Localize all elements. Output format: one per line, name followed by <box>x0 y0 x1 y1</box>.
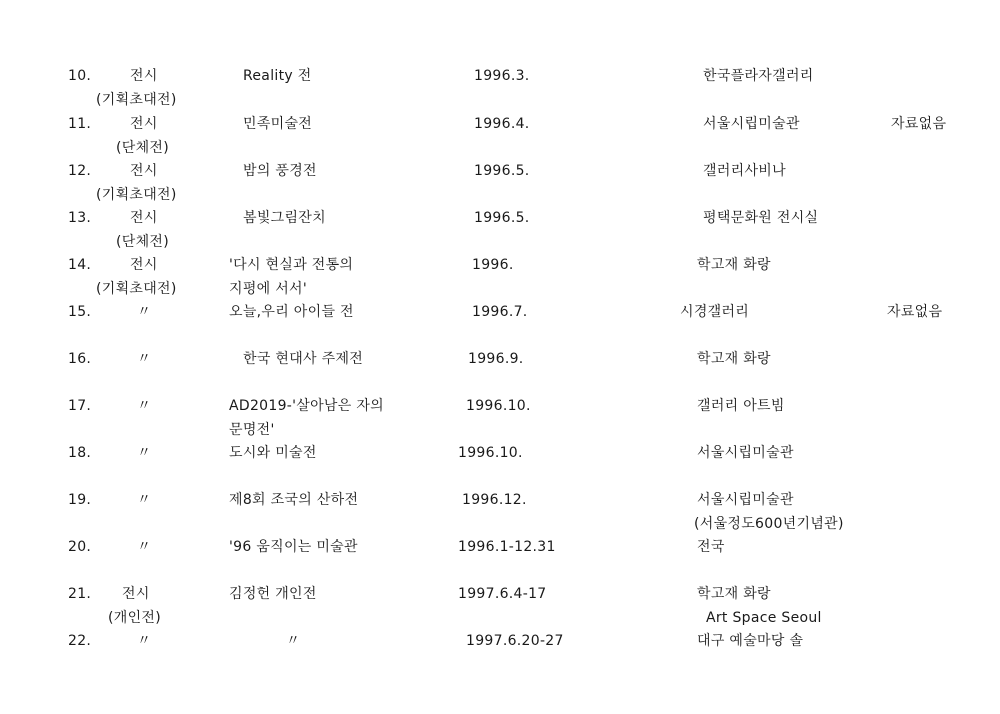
item-title: Reality 전 <box>243 68 312 84</box>
item-venue: 대구 예술마당 솔 <box>697 633 804 649</box>
item-title: 한국 현대사 주제전 <box>243 351 364 367</box>
item-date: 1996.7. <box>472 304 528 320</box>
item-number: 20. <box>68 539 92 555</box>
item-type: 〃 <box>137 633 152 649</box>
item-venue: 서울시립미술관 <box>703 116 800 132</box>
item-venue: 서울시립미술관 <box>697 492 794 508</box>
item-venue: 학고재 화랑 <box>697 351 771 367</box>
item-title: 오늘,우리 아이들 전 <box>229 304 354 320</box>
item-date: 1996.10. <box>458 445 523 461</box>
item-venue-detail: (서울정도600년기념관) <box>694 516 844 532</box>
item-date: 1996.1-12.31 <box>458 539 556 555</box>
item-title-continued: 문명전' <box>229 422 275 438</box>
item-number: 15. <box>68 304 92 320</box>
item-date: 1996.5. <box>474 163 530 179</box>
item-type: 〃 <box>137 445 152 461</box>
item-subtype: (개인전) <box>108 610 161 626</box>
item-note: 자료없음 <box>887 304 943 320</box>
item-number: 10. <box>68 68 92 84</box>
item-date: 1996.12. <box>462 492 527 508</box>
item-subtype: (기획초대전) <box>96 92 177 108</box>
item-number: 11. <box>68 116 92 132</box>
item-title: 봄빛그림잔치 <box>243 210 326 226</box>
item-venue: 갤러리 아트빔 <box>697 398 785 414</box>
item-type: 전시 <box>130 116 158 132</box>
item-venue: 전국 <box>697 539 725 555</box>
item-venue: 평택문화원 전시실 <box>703 210 819 226</box>
item-title: 김정헌 개인전 <box>229 586 317 602</box>
item-number: 19. <box>68 492 92 508</box>
item-title: '96 움직이는 미술관 <box>229 539 358 555</box>
item-date: 1996.5. <box>474 210 530 226</box>
item-type: 전시 <box>130 210 158 226</box>
item-type: 〃 <box>137 351 152 367</box>
item-type: 〃 <box>137 398 152 414</box>
item-date: 1997.6.20-27 <box>466 633 564 649</box>
item-title: 민족미술전 <box>243 116 313 132</box>
item-venue: 시경갤러리 <box>680 304 750 320</box>
item-title-continued: 지평에 서서' <box>229 281 308 297</box>
item-subtype: (기획초대전) <box>96 187 177 203</box>
item-number: 14. <box>68 257 92 273</box>
item-type: 〃 <box>137 492 152 508</box>
item-venue: 한국플라자갤러리 <box>703 68 814 84</box>
item-venue: 서울시립미술관 <box>697 445 794 461</box>
item-venue: 갤러리사비나 <box>703 163 786 179</box>
item-number: 17. <box>68 398 92 414</box>
item-subtype: (기획초대전) <box>96 281 177 297</box>
item-type: 〃 <box>137 304 152 320</box>
item-title: AD2019-'살아남은 자의 <box>229 398 384 414</box>
item-date: 1997.6.4-17 <box>458 586 547 602</box>
item-number: 21. <box>68 586 92 602</box>
item-number: 13. <box>68 210 92 226</box>
item-date: 1996.10. <box>466 398 531 414</box>
item-title: 밤의 풍경전 <box>243 163 317 179</box>
item-title: 〃 <box>286 633 301 649</box>
item-title: 도시와 미술전 <box>229 445 317 461</box>
item-venue: 학고재 화랑 <box>697 257 771 273</box>
item-date: 1996.3. <box>474 68 530 84</box>
item-venue: 학고재 화랑 <box>697 586 771 602</box>
item-number: 16. <box>68 351 92 367</box>
item-type: 전시 <box>122 586 150 602</box>
item-subtype: (단체전) <box>116 234 169 250</box>
item-number: 18. <box>68 445 92 461</box>
item-type: 전시 <box>130 257 158 273</box>
item-type: 전시 <box>130 163 158 179</box>
item-date: 1996.4. <box>474 116 530 132</box>
item-title: 제8회 조국의 산하전 <box>229 492 359 508</box>
item-date: 1996.9. <box>468 351 524 367</box>
item-type: 전시 <box>130 68 158 84</box>
item-number: 22. <box>68 633 92 649</box>
item-date: 1996. <box>472 257 514 273</box>
item-venue-detail: Art Space Seoul <box>706 610 822 626</box>
item-number: 12. <box>68 163 92 179</box>
item-note: 자료없음 <box>891 116 947 132</box>
item-subtype: (단체전) <box>116 140 169 156</box>
item-type: 〃 <box>137 539 152 555</box>
item-title: '다시 현실과 전통의 <box>229 257 354 273</box>
